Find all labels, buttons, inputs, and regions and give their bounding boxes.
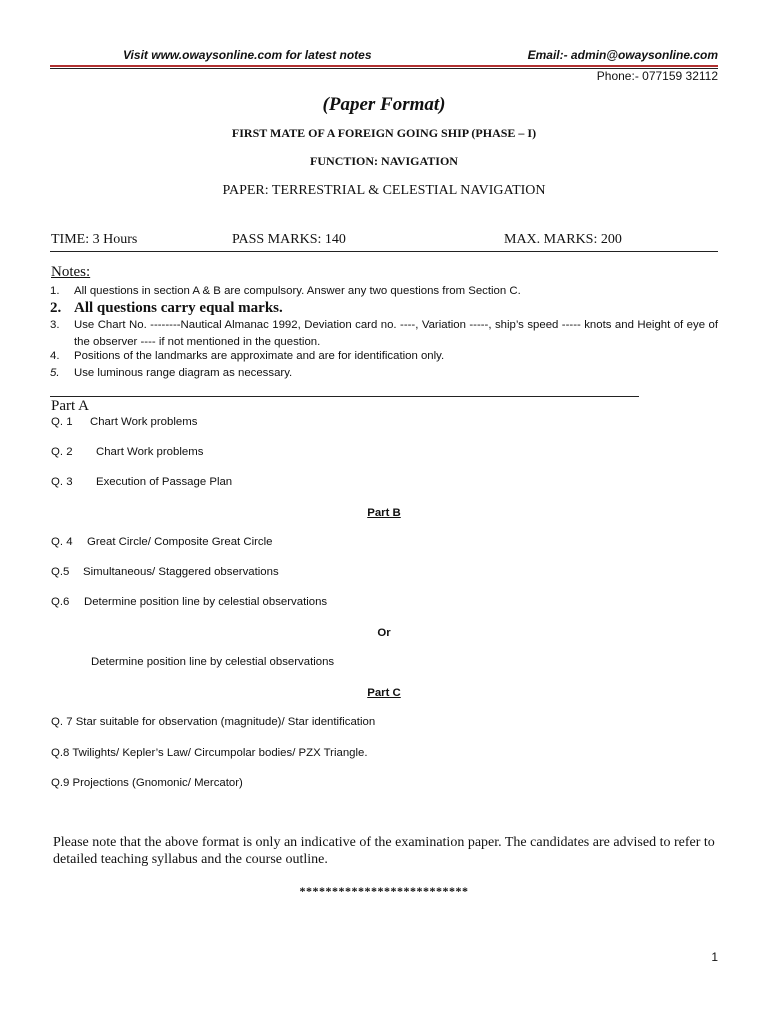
note-item	[50, 350, 444, 362]
note-item	[50, 300, 283, 317]
notes-divider	[50, 396, 639, 397]
question-item	[51, 416, 198, 428]
question-text: Chart Work problems	[90, 416, 198, 428]
question-number: Q.6	[51, 596, 70, 608]
document-title: (Paper Format)	[322, 94, 446, 115]
note-text: Use luminous range diagram as necessary.	[74, 367, 293, 379]
part-c-heading: Part C	[367, 687, 401, 699]
note-item	[50, 317, 718, 351]
max-marks-info: MAX. MARKS: 200	[504, 232, 622, 247]
note-number: 4.	[50, 350, 60, 362]
note-text: Use Chart No. --------Nautical Almanac 1992, Deviation card no. ----, Variation -----, ship’s speed ----- knots and Height of eye of the observer ---- if not mentioned in the question.	[74, 319, 718, 348]
notes-heading: Notes:	[51, 264, 91, 280]
header-website-text: Visit www.owaysonline.com for latest notes	[123, 48, 372, 62]
course-title: FIRST MATE OF A FOREIGN GOING SHIP (PHASE – I)	[231, 126, 537, 140]
question-text: Chart Work problems	[96, 446, 204, 458]
time-info: TIME: 3 Hours	[51, 232, 138, 247]
note-item	[50, 367, 292, 379]
question-number: Q. 1	[51, 416, 73, 428]
question-item	[51, 536, 273, 548]
question-item	[51, 476, 233, 488]
question-text: Great Circle/ Composite Great Circle	[87, 536, 273, 548]
question-item: Q.9 Projections (Gnomonic/ Mercator)	[51, 777, 243, 789]
question-text: Simultaneous/ Staggered observations	[83, 566, 279, 578]
question-item: Q.8 Twilights/ Kepler’s Law/ Circumpolar bodies/ PZX Triangle.	[51, 747, 368, 759]
question-item	[51, 596, 328, 608]
function-title: FUNCTION: NAVIGATION	[310, 154, 458, 168]
header-divider	[50, 65, 718, 67]
header-phone-text: Phone:- 077159 32112	[596, 69, 718, 83]
question-item: Q. 7 Star suitable for observation (magnitude)/ Star identification	[51, 716, 376, 728]
question-number: Q. 4	[51, 536, 73, 548]
question-number: Q. 2	[51, 446, 73, 458]
asterisk-divider: **************************	[299, 884, 469, 898]
paper-title: PAPER: TERRESTRIAL & CELESTIAL NAVIGATION	[222, 183, 546, 198]
note-text: Positions of the landmarks are approximate and are for identification only.	[74, 350, 445, 362]
part-a-heading: Part A	[51, 398, 89, 414]
question-text: Determine position line by celestial observations	[84, 596, 328, 608]
pass-marks-info: PASS MARKS: 140	[232, 232, 346, 247]
page-number: 1	[711, 950, 718, 964]
alternate-question-text: Determine position line by celestial observations	[91, 656, 335, 668]
note-number: 2.	[50, 300, 62, 316]
part-b-heading: Part B	[367, 507, 401, 519]
note-number: 1.	[50, 285, 60, 297]
header-email-text: Email:- admin@owaysonline.com	[527, 48, 718, 62]
or-separator: Or	[377, 627, 391, 639]
question-item	[51, 566, 279, 578]
question-number: Q. 3	[51, 476, 73, 488]
note-item	[50, 285, 521, 297]
note-number: 5.	[50, 367, 60, 379]
note-text: All questions in section A & B are compulsory. Answer any two questions from Section C.	[74, 285, 521, 297]
question-text: Execution of Passage Plan	[96, 476, 233, 488]
disclaimer-paragraph: Please note that the above format is only an indicative of the examination paper. The candidates are advised to refer to detailed teaching syllabus and the course outline.	[53, 835, 715, 867]
note-number: 3.	[50, 319, 60, 331]
question-item	[51, 446, 204, 458]
info-divider	[50, 251, 718, 252]
question-number: Q.5	[51, 566, 70, 578]
note-text: All questions carry equal marks.	[74, 300, 283, 316]
